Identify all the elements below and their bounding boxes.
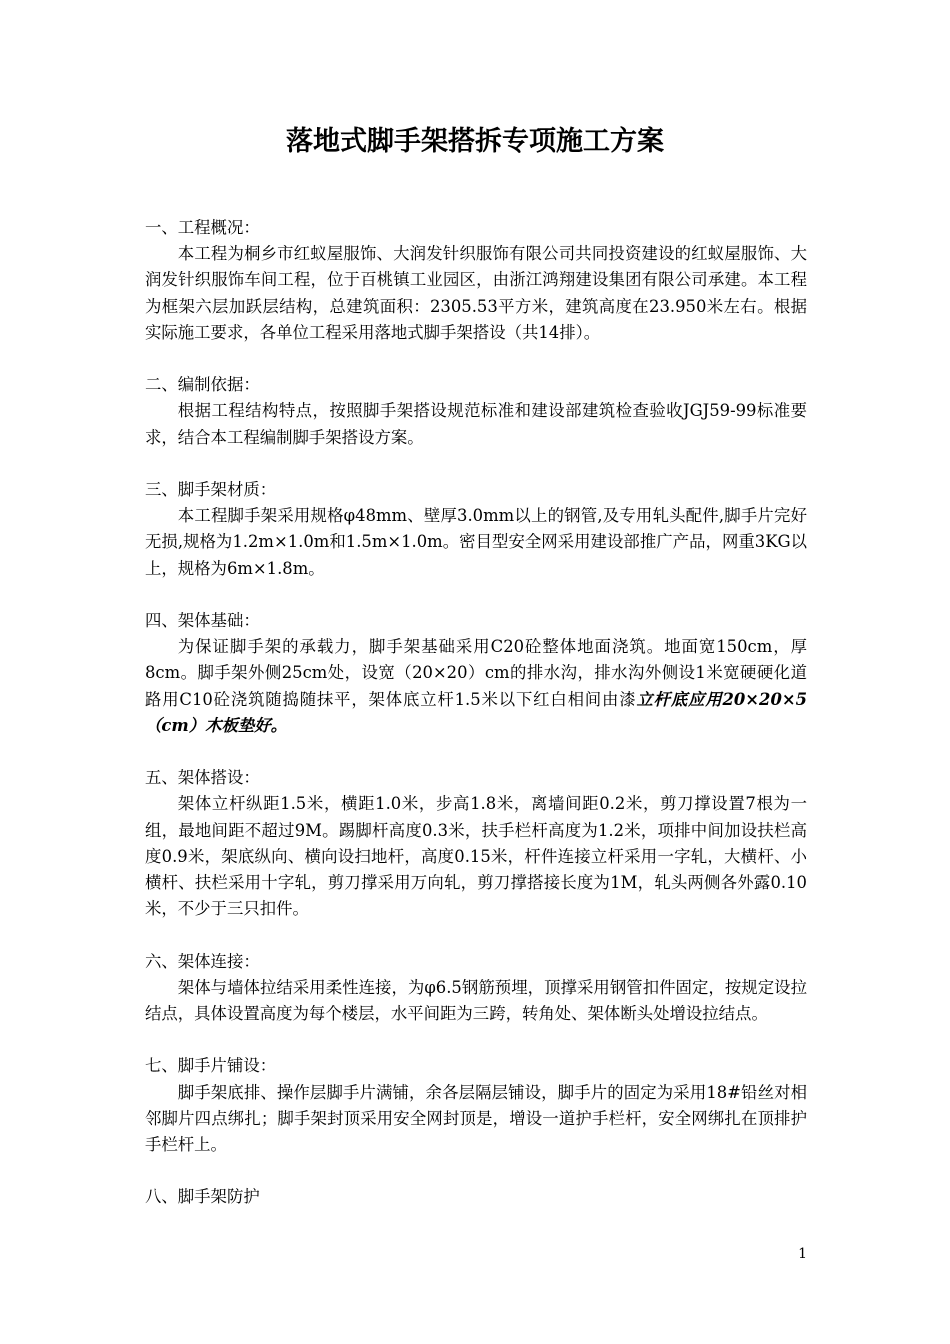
- section-heading: 三、脚手架材质：: [145, 480, 277, 499]
- section-material: [145, 477, 807, 582]
- section-paragraph: 架体与墙体拉结采用柔性连接，为φ6.5钢筋预埋，顶撑采用钢管扣件固定，按规定设拉结点，具体设置高度为每个楼层，水平间距为三跨，转角处、架体断头处增设拉结点。: [145, 977, 807, 1024]
- section-paragraph: 本工程为桐乡市红蚁屋服饰、大润发针织服饰有限公司共同投资建设的红蚁屋服饰、大润发针织服饰车间工程，位于百桃镇工业园区，由浙江鸿翔建设集团有限公司承建。本工程为框架六层加跃层结构，总建筑面积：2305.53平方米，建筑高度在23.950米左右。根据实际施工要求，各单位工程采用落地式脚手架搭设（共14排）。: [145, 244, 807, 342]
- section-paragraph: [145, 634, 807, 739]
- section-heading: 七、脚手片铺设：: [145, 1056, 277, 1076]
- section-board-laying: [145, 1053, 807, 1158]
- section-paragraph: 架体立杆纵距1.5米，横距1.0米，步高1.8米，离墙间距0.2米，剪刀撑设置7根为一组，最地间距不超过9M。踢脚杆高度0.3米，扶手栏杆高度为1.2米，项排中间加设扶栏高度0.9米，架底纵向、横向设扫地杆，高度0.15米，杆件连接立杆采用一字轧，大横杆、小横杆、扶栏采用十字轧，剪刀撑采用万向轧，剪刀撑搭接长度为1M，轧头两侧各外露0.10米，不少于三只扣件。: [145, 794, 807, 919]
- section-heading: 六、架体连接：: [145, 951, 260, 971]
- section-overview: [145, 215, 807, 346]
- document-body: [145, 215, 807, 1237]
- section-protection: [145, 1184, 807, 1210]
- section-heading: 八、脚手架防护: [145, 1187, 260, 1207]
- section-basis: [145, 372, 807, 451]
- section-heading: 四、架体基础：: [145, 611, 260, 630]
- section-foundation: [145, 608, 807, 739]
- section-erection: [145, 765, 807, 922]
- section-heading: 一、工程概况：: [145, 218, 260, 237]
- page-number: 1: [798, 1246, 807, 1262]
- section-paragraph: 根据工程结构特点，按照脚手架搭设规范标准和建设部建筑检查验收JGJ59-99标准要求，结合本工程编制脚手架搭设方案。: [145, 401, 807, 447]
- section-heading: 二、编制依据：: [145, 375, 260, 395]
- document-title: 落地式脚手架搭拆专项施工方案: [286, 126, 664, 157]
- paragraph-text: 为保证脚手架的承载力，脚手架基础采用C20砼整体地面浇筑。地面宽150cm，厚8cm。脚手架外侧25cm处，设宽（20×20）cm的排水沟，排水沟外侧设1米宽硬硬化道路用C10砼浇筑随捣随抹平，架体底立杆1.5米以下红白相间由漆: [145, 637, 807, 709]
- section-paragraph: 本工程脚手架采用规格φ48mm、壁厚3.0mm以上的钢管,及专用轧头配件,脚手片完好无损,规格为1.2m×1.0m和1.5m×1.0m。密目型安全网采用建设部推广产品，网重3KG以上，规格为6m×1.8m。: [145, 506, 807, 578]
- section-paragraph: 脚手架底排、操作层脚手片满铺，余各层隔层铺设，脚手片的固定为采用18#铅丝对相邻脚片四点绑扎；脚手架封顶采用安全网封顶是，增设一道护手栏杆，安全网绑扎在顶排护手栏杆上。: [145, 1082, 807, 1155]
- section-heading: 五、架体搭设：: [145, 768, 260, 788]
- section-connection: [145, 949, 807, 1028]
- emphasized-text: 立杆底应用20×20×5（cm）木板垫好。: [145, 689, 807, 735]
